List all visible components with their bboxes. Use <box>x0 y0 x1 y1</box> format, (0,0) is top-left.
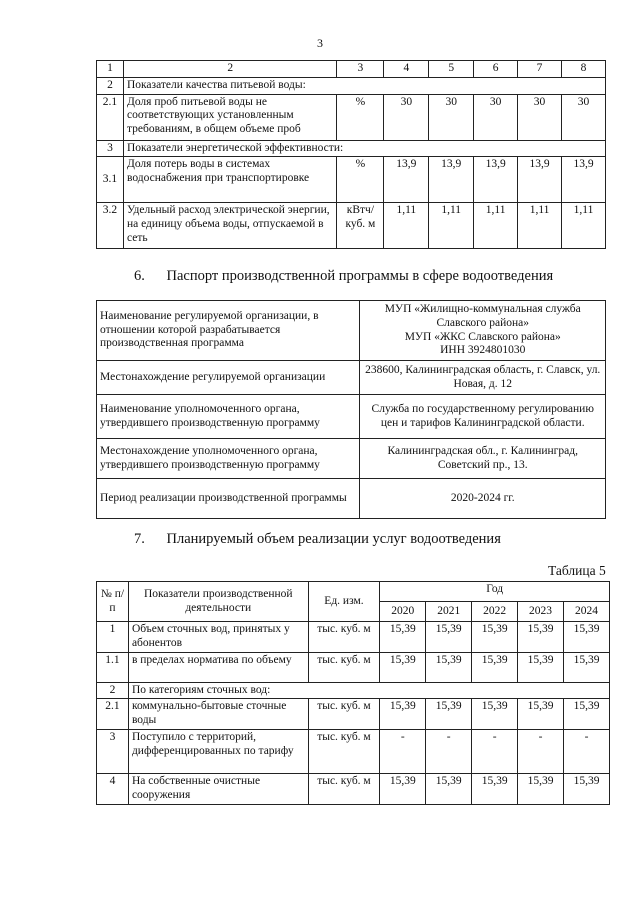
table-row <box>97 682 610 699</box>
header-cell: Показатели производственной деятельности <box>128 582 308 622</box>
header-cell: 2 <box>123 61 336 78</box>
row-number: 2.1 <box>97 94 124 140</box>
passport-value-line: ИНН 3924801030 <box>440 344 526 357</box>
table-row <box>97 203 606 249</box>
table-row <box>97 77 606 94</box>
value-cell: 13,9 <box>384 157 429 203</box>
value-cell: 15,39 <box>380 622 426 653</box>
row-number: 2 <box>97 682 129 699</box>
indicator-label: Поступило с территорий, дифференцированных по тарифу <box>128 729 308 773</box>
passport-label: Местонахождение регулируемой организации <box>97 361 360 395</box>
header-cell: 1 <box>97 61 124 78</box>
unit-cell: тыс. куб. м <box>308 729 380 773</box>
indicator-label: Доля проб питьевой воды не соответствующих установленным требованиям, в общем объеме проб <box>123 94 336 140</box>
unit-cell: тыс. куб. м <box>308 652 380 682</box>
header-cell: 6 <box>474 61 518 78</box>
indicator-label: Удельный расход электрической энергии, на единицу объема воды, отпускаемой в сеть <box>123 203 336 249</box>
passport-value-line: МУП «Жилищно-коммунальная служба Славского района» <box>384 302 581 329</box>
value-cell: 30 <box>518 94 562 140</box>
value-cell: 30 <box>384 94 429 140</box>
value-cell: 30 <box>474 94 518 140</box>
table-row <box>97 773 610 804</box>
value-cell: 15,39 <box>380 773 426 804</box>
value-cell: - <box>472 729 518 773</box>
section-title: Паспорт производственной программы в сфере водоотведения <box>166 268 554 284</box>
table-row <box>97 479 606 519</box>
year-cell: 2020 <box>380 602 426 622</box>
header-cell: 3 <box>337 61 384 78</box>
value-cell: 15,39 <box>426 699 472 730</box>
table-row <box>97 94 606 140</box>
year-cell: 2023 <box>518 602 564 622</box>
header-cell: Год <box>380 582 610 602</box>
value-cell: 15,39 <box>472 622 518 653</box>
value-cell: 15,39 <box>380 699 426 730</box>
passport-label: Период реализации производственной программы <box>97 479 360 519</box>
value-cell: 15,39 <box>518 773 564 804</box>
table-row <box>97 361 606 395</box>
value-cell: 15,39 <box>564 652 610 682</box>
passport-label: Наименование уполномоченного органа, утвердившего производственную программу <box>97 395 360 439</box>
section-label: Показатели качества питьевой воды: <box>123 77 605 94</box>
table-caption: Таблица 5 <box>548 563 606 578</box>
row-number: 3 <box>97 729 129 773</box>
value-cell: - <box>518 729 564 773</box>
unit-cell: % <box>337 94 384 140</box>
indicator-label: Объем сточных вод, принятых у абонентов <box>128 622 308 653</box>
value-cell: 15,39 <box>472 699 518 730</box>
header-cell: 4 <box>384 61 429 78</box>
section-title: Планируемый объем реализации услуг водоотведения <box>166 531 501 547</box>
section-number: 6. <box>134 268 145 284</box>
value-cell: 15,39 <box>564 622 610 653</box>
value-cell: 15,39 <box>518 652 564 682</box>
unit-cell: тыс. куб. м <box>308 773 380 804</box>
passport-value: 2020-2024 гг. <box>360 479 606 519</box>
indicator-label: коммунально-бытовые сточные воды <box>128 699 308 730</box>
value-cell: 15,39 <box>564 773 610 804</box>
header-cell: Ед. изм. <box>308 582 380 622</box>
section-number: 7. <box>134 531 145 547</box>
value-cell: 15,39 <box>380 652 426 682</box>
value-cell: 13,9 <box>429 157 474 203</box>
year-cell: 2021 <box>426 602 472 622</box>
value-cell: 13,9 <box>518 157 562 203</box>
value-cell: 30 <box>429 94 474 140</box>
passport-value: Калининградская обл., г. Калининград, Советский пр., 13. <box>360 439 606 479</box>
value-cell: 13,9 <box>474 157 518 203</box>
header-cell: 7 <box>518 61 562 78</box>
table-row <box>97 622 610 653</box>
quality-indicators-table <box>96 60 606 249</box>
table-header-row <box>97 582 610 602</box>
value-cell: 1,11 <box>474 203 518 249</box>
value-cell: 15,39 <box>472 773 518 804</box>
row-number: 1.1 <box>97 652 129 682</box>
indicator-label: Доля потерь воды в системах водоснабжения при транспортировке <box>123 157 336 203</box>
indicator-label: в пределах норматива по объему <box>128 652 308 682</box>
year-cell: 2022 <box>472 602 518 622</box>
table-row <box>97 140 606 157</box>
value-cell: 15,39 <box>472 652 518 682</box>
unit-cell: тыс. куб. м <box>308 622 380 653</box>
year-cell: 2024 <box>564 602 610 622</box>
header-cell: № п/п <box>97 582 129 622</box>
unit-cell: тыс. куб. м <box>308 699 380 730</box>
row-number: 2.1 <box>97 699 129 730</box>
table-row <box>97 301 606 361</box>
value-cell: 15,39 <box>426 622 472 653</box>
section-7-heading <box>134 531 501 548</box>
section-6-heading <box>134 268 553 285</box>
row-number: 4 <box>97 773 129 804</box>
header-cell: 8 <box>562 61 606 78</box>
value-cell: - <box>380 729 426 773</box>
value-cell: 15,39 <box>564 699 610 730</box>
passport-label: Местонахождение уполномоченного органа, утвердившего производственную программу <box>97 439 360 479</box>
row-number: 3 <box>97 140 124 157</box>
passport-value <box>360 301 606 361</box>
table-header-row <box>97 61 606 78</box>
section-label: По категориям сточных вод: <box>128 682 609 699</box>
value-cell: 13,9 <box>562 157 606 203</box>
table-row <box>97 157 606 203</box>
value-cell: 1,11 <box>384 203 429 249</box>
row-number: 2 <box>97 77 124 94</box>
passport-value-line: МУП «ЖКС Славского района» <box>404 330 561 343</box>
table-row <box>97 699 610 730</box>
passport-value: 238600, Калининградская область, г. Славск, ул. Новая, д. 12 <box>360 361 606 395</box>
wastewater-volume-table <box>96 581 610 805</box>
value-cell: - <box>564 729 610 773</box>
value-cell: 1,11 <box>429 203 474 249</box>
row-number: 3.2 <box>97 203 124 249</box>
value-cell: 1,11 <box>518 203 562 249</box>
value-cell: 30 <box>562 94 606 140</box>
page-number: 3 <box>317 36 323 50</box>
program-passport-table <box>96 300 606 519</box>
value-cell: - <box>426 729 472 773</box>
value-cell: 1,11 <box>562 203 606 249</box>
value-cell: 15,39 <box>426 773 472 804</box>
table-row <box>97 395 606 439</box>
value-cell: 15,39 <box>426 652 472 682</box>
passport-label: Наименование регулируемой организации, в отношении которой разрабатывается производственная программа <box>97 301 360 361</box>
indicator-label: На собственные очистные сооружения <box>128 773 308 804</box>
row-number: 1 <box>97 622 129 653</box>
value-cell: 15,39 <box>518 699 564 730</box>
table-row <box>97 439 606 479</box>
unit-cell: кВтч/ куб. м <box>337 203 384 249</box>
unit-cell: % <box>337 157 384 203</box>
passport-value: Служба по государственному регулированию цен и тарифов Калининградской области. <box>360 395 606 439</box>
header-cell: 5 <box>429 61 474 78</box>
value-cell: 15,39 <box>518 622 564 653</box>
section-label: Показатели энергетической эффективности: <box>123 140 605 157</box>
table-row <box>97 652 610 682</box>
table-row <box>97 729 610 773</box>
row-number: 3.1 <box>97 157 124 203</box>
